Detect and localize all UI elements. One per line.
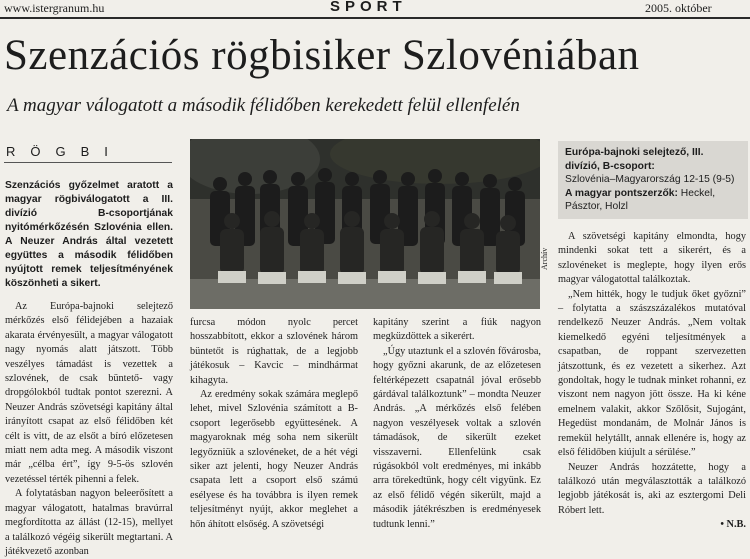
kicker: RÖGBI (6, 144, 123, 159)
column-3 (373, 316, 541, 532)
photo-credit: Archív (540, 247, 549, 270)
lead-paragraph: Szenzációs győzelmet aratott a magyar rögbiválogatott a III. divízió B-csoportjának nyitómérkőzésén Szlovénia ellen. A Neuzer András által vezetett együttes a második félidőben nyújtott remek teljesítményének köszönheti a sikert. (5, 180, 173, 289)
col3-paragraph: kapitány szerint a fiúk nagyon megküzdöttek a sikerért. (373, 317, 541, 343)
col1-paragraph: A folytatásban nagyon beleerősített a magyar válogatott, hatalmas bravúrral megfordította az állást (12-15), mellyet a találkozó végéig sikerült megtartani. A játékvezető azonban (5, 488, 173, 557)
infobox-scorers (565, 187, 741, 214)
infobox-score: Szlovénia–Magyarország 12-15 (9-5) (565, 174, 735, 186)
author-signature: • N.B. (720, 519, 746, 531)
issue-date: 2005. október (645, 1, 712, 15)
result-infobox (558, 141, 748, 219)
infobox-scorers-names: Heckel, Pásztor, Holzl (565, 187, 716, 213)
col1-paragraph: Az Európa-bajnoki selejtező mérkőzés első félidejében a hazaiak akarata érvényesült, a magyar válogatott nagy nyomás alatt játszott. Több veszélyes támadást is vezettek a szlovének, de csak büntető- vagy dropgólokból tudtak pontot szerezni. A Neuzer András szövetségi kapitány által irányított csapat az első félidőben két célt is vitt, de az elsőt a bíró előzetesen miatt nem adta meg. A második viszont már „célba ért”, így 9-5-ös szlovén vezetéssel térték pihenni a felek. (5, 301, 173, 485)
column-2 (190, 316, 358, 532)
col2-paragraph: furcsa módon nyolc percet hosszabbított, ekkor a szlovének három büntetőt is rúghattak, de a legjobb játékosuk – Kavcic – mindhármat kihagyta. (190, 317, 358, 386)
col4-paragraph: A szövetségi kapitány elmondta, hogy mindenki sokat tett a sikerért, és a szlovéneket is meglepte, hogy ilyen erős magyar válogatottal találkoztak. (558, 231, 746, 286)
col2-paragraph: Az eredmény sokak számára meglepő lehet, mivel Szlovénia számított a B-csoport legerősebb együttesének. A magyaroknak még soha nem sikerült legyőzniük a szlovéneket, de a hét végi siker azt jelenti, hogy Neuzer András csapata lett a csoport első számú esélyese és ha továbbra is ilyen remek teljesítményt nyújt, akkor meglehet a hőn áhított elsőség. A szövetségi (190, 389, 358, 530)
header-rule (0, 17, 750, 19)
team-photo (190, 139, 540, 309)
infobox-scorers-label: A magyar pontszerzők: (565, 187, 678, 199)
site-url: www.istergranum.hu (4, 1, 105, 15)
section-label: SPORT (330, 0, 407, 15)
column-4 (558, 230, 746, 533)
col3-paragraph: „Úgy utaztunk el a szlovén fővárosba, hogy győzni akarunk, de az előzetesen feltérképezett csapatnál jóval erősebb gárdával találkoztunk” – mondta Neuzer András. „A mérkőzés első felében nagyon veszélyesek voltak a szlovén támadások, de sikerült ezeket visszaverni. Ellenfelünk csak rúgásokból volt eredményes, mi inkább arra törekedtünk, hogy célt vigyünk. Ez az első félidő végén sikerült, majd a második játékrészben is eredményesek tudtunk lenni.” (373, 345, 541, 530)
column-1 (5, 300, 173, 559)
team-photo-image (190, 139, 540, 309)
col4-paragraph: Neuzer András hozzátette, hogy a találkozó után megválasztották a találkozó legjobb játékosát is, aki az esztergomi Deli Róbert lett. (558, 461, 746, 516)
article-subtitle: A magyar válogatott a második félidőben kerekedett felül ellenfelén (7, 95, 520, 116)
kicker-rule (4, 162, 172, 163)
col4-paragraph: „Nem hitték, hogy le tudjuk őket győzni” – folytatta a szászszázalékos mutatóval rendelkező Neuzer András. „Nem voltak kiemelkedő egyéni teljesítmények a csapatban, de roppant szervezetten játszottunk, és ez vezetett a sikerhez. Azt gondoltak, hogy le tudnak minket rohanni, ez viszont nem nagyon jött össze. Ha ki kéne emelnem valakit, akkor Szőlősit, Sujogánt, Hegedüst mondanám, de Molnár János is remekül helytállt, annak ellenére is, hogy az első félidőben kiújult a sérülése.” (558, 288, 746, 459)
infobox-heading: Európa-bajnoki selejtező, III. divízió, B-csoport: (565, 147, 704, 172)
article-title: Szenzációs rögbisiker Szlovéniában (4, 32, 640, 79)
